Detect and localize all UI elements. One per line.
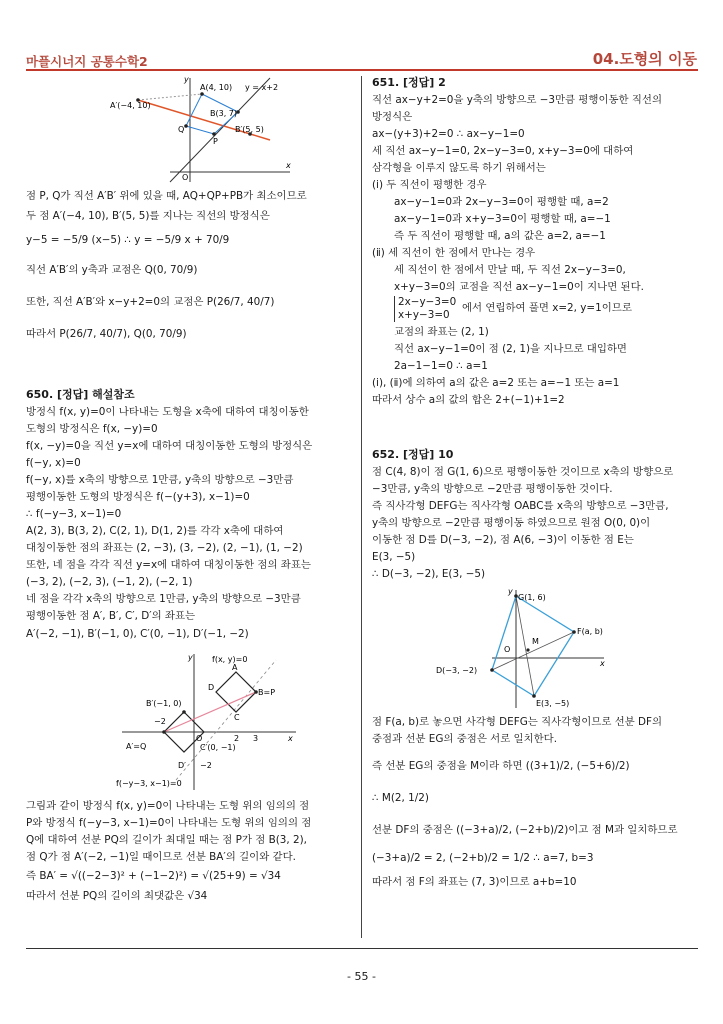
text-line: 선분 DF의 중점은 ((−3+a)/2, (−2+b)/2)이고 점 M과 일치하므로 xyxy=(372,824,678,836)
text-line: 즉 직사각형 DEFG는 직사각형 OABC를 x축의 방향으로 −3만큼, xyxy=(372,500,669,512)
fig2-label: B=P xyxy=(258,688,276,697)
text-line: 방정식 f(x, y)=0이 나타내는 도형을 x축에 대하여 대칭이동한 xyxy=(26,406,309,418)
fig2-label: −2 xyxy=(200,761,212,770)
fig1-label: y = x+2 xyxy=(245,83,279,92)
fig1-label: A′(−4, 10) xyxy=(110,101,151,110)
problem-651-title: 651. [정답] 2 xyxy=(372,76,446,89)
fig2-label: B′(−1, 0) xyxy=(146,699,182,708)
text-line: f(−y, x)=0 xyxy=(26,457,81,469)
text-line: 점 Q가 점 A′(−2, −1)일 때이므로 선분 BA′의 길이와 같다. xyxy=(26,851,296,863)
text-line: 직선 ax−y+2=0을 y축의 방향으로 −3만큼 평행이동한 직선의 xyxy=(372,94,662,106)
fig3-label: E(3, −5) xyxy=(536,699,570,708)
fig2-label: C′(0, −1) xyxy=(200,743,236,752)
fig2-label: x xyxy=(288,734,293,743)
equation-line: 즉 선분 EG의 중점을 M이라 하면 ((3+1)/2, (−5+6)/2) xyxy=(372,760,630,772)
fig2-label: f(−y−3, x−1)=0 xyxy=(116,779,182,788)
fig1-label: Q xyxy=(178,125,185,134)
fig2-label: f(x, y)=0 xyxy=(212,655,248,664)
text-line: 따라서 P(26/7, 40/7), Q(0, 70/9) xyxy=(26,328,187,340)
text-line: 중점과 선분 EG의 중점은 서로 일치한다. xyxy=(372,733,557,745)
equation-line: 즉 BA′ = √((−2−3)² + (−1−2)²) = √(25+9) = √34 xyxy=(26,870,281,882)
text-line: 에서 연립하여 풀면 x=2, y=1이므로 xyxy=(462,302,632,314)
text-line: 세 직선 ax−y−1=0, 2x−y−3=0, x+y−3=0에 대하여 xyxy=(372,145,634,157)
text-line: 방정식은 xyxy=(372,111,413,123)
problem-652-title: 652. [정답] 10 xyxy=(372,448,454,461)
equation-line: ∴ M(2, 1/2) xyxy=(372,792,429,804)
text-line: 2a−1−1=0 ∴ a=1 xyxy=(394,360,488,372)
fig2-label: D xyxy=(208,683,215,692)
text-line: 직선 ax−y−1=0이 점 (2, 1)을 지나므로 대입하면 xyxy=(394,343,627,355)
text-line: −3만큼, y축의 방향으로 −2만큼 평행이동한 것이다. xyxy=(372,483,613,495)
fig1-label: O xyxy=(182,173,189,182)
text-line: 점 C(4, 8)이 점 G(1, 6)으로 평행이동한 것이므로 x축의 방향으로 xyxy=(372,466,674,478)
text-line: (ⅰ) 두 직선이 평행한 경우 xyxy=(372,179,487,191)
text-line: 따라서 점 F의 좌표는 (7, 3)이므로 a+b=10 xyxy=(372,876,577,888)
text-line: 평행이동한 도형의 방정식은 f(−(y+3), x−1)=0 xyxy=(26,491,250,503)
fig2-label: −2 xyxy=(154,717,166,726)
fig3-label: F(a, b) xyxy=(577,627,603,636)
fig3-label: D(−3, −2) xyxy=(436,666,478,675)
text-line: 또한, 네 점을 각각 직선 y=x에 대하여 대칭이동한 점의 좌표는 xyxy=(26,559,311,571)
text-line: ax−y−1=0과 x+y−3=0이 평행할 때, a=−1 xyxy=(394,213,611,225)
text-line: Q에 대하여 선분 PQ의 길이가 최대일 때는 점 P가 점 B(3, 2), xyxy=(26,834,307,846)
text-line: 점 F(a, b)로 놓으면 사각형 DEFG는 직사각형이므로 선분 DF의 xyxy=(372,716,663,728)
book-title: 마플시너지 공통수학2 xyxy=(26,54,148,69)
fig2-label: 2 xyxy=(234,734,240,743)
fig2-label: O xyxy=(196,734,203,743)
fig2-label: 3 xyxy=(253,734,259,743)
fig1-label: P xyxy=(213,137,218,146)
fig3-label: M xyxy=(532,637,539,646)
transformation-figure xyxy=(116,650,316,792)
reflection-figure xyxy=(110,74,300,186)
text-line: 따라서 선분 PQ의 길이의 최댓값은 √34 xyxy=(26,890,208,902)
text-line: 세 직선이 한 점에서 만날 때, 두 직선 2x−y−3=0, xyxy=(394,264,626,276)
fig1-label: y xyxy=(184,75,189,84)
text-line: 즉 두 직선이 평행할 때, a의 값은 a=2, a=−1 xyxy=(394,230,606,242)
fig2-label: D′ xyxy=(178,761,186,770)
problem-650-title: 650. [정답] 해설참조 xyxy=(26,388,135,401)
text-line: ∴ f(−y−3, x−1)=0 xyxy=(26,508,122,520)
system-eq-1: 2x−y−3=0 xyxy=(394,296,456,309)
text-line: E(3, −5) xyxy=(372,551,416,563)
text-line: (−3, 2), (−2, 3), (−1, 2), (−2, 1) xyxy=(26,576,193,588)
text-line: ∴ D(−3, −2), E(3, −5) xyxy=(372,568,486,580)
text-line: 점 P, Q가 직선 A′B′ 위에 있을 때, AQ+QP+PB가 최소이므로 xyxy=(26,190,307,202)
fig2-label: A′=Q xyxy=(126,742,147,751)
fig3-label: O xyxy=(504,645,511,654)
text-line: (ⅰ), (ⅱ)에 의하여 a의 값은 a=2 또는 a=−1 또는 a=1 xyxy=(372,377,620,389)
text-line: A′(−2, −1), B′(−1, 0), C′(0, −1), D′(−1, −2) xyxy=(26,628,249,640)
text-line: 평행이동한 점 A′, B′, C′, D′의 좌표는 xyxy=(26,610,196,622)
text-line: 도형의 방정식은 f(x, −y)=0 xyxy=(26,423,158,435)
page-number: - 55 - xyxy=(347,970,376,983)
text-line: f(−y, x)를 x축의 방향으로 1만큼, y축의 방향으로 −3만큼 xyxy=(26,474,294,486)
text-line: x+y−3=0의 교점을 직선 ax−y−1=0이 지나면 된다. xyxy=(394,281,644,293)
fig1-label: x xyxy=(286,161,291,170)
text-line: y축의 방향으로 −2만큼 평행이동 하였으므로 원점 O(0, 0)이 xyxy=(372,517,651,529)
text-line: 또한, 직선 A′B′와 x−y+2=0의 교점은 P(26/7, 40/7) xyxy=(26,296,275,308)
text-line: P와 방정식 f(−y−3, x−1)=0이 나타내는 도형 위의 임의의 점 xyxy=(26,817,312,829)
fig2-label: C xyxy=(234,713,240,722)
fig2-label: A xyxy=(232,663,238,672)
equation-line: y−5 = −5/9 (x−5) ∴ y = −5/9 x + 70/9 xyxy=(26,234,230,246)
text-line: 네 점을 각각 x축의 방향으로 1만큼, y축의 방향으로 −3만큼 xyxy=(26,593,301,605)
text-line: 대칭이동한 점의 좌표는 (2, −3), (3, −2), (2, −1), (1, −2) xyxy=(26,542,303,554)
text-line: (ⅱ) 세 직선이 한 점에서 만나는 경우 xyxy=(372,247,536,259)
text-line: 이동한 점 D를 D(−3, −2), 점 A(6, −3)이 이동한 점 E는 xyxy=(372,534,634,546)
text-line: f(x, −y)=0을 직선 y=x에 대하여 대칭이동한 도형의 방정식은 xyxy=(26,440,313,452)
equation-line: (−3+a)/2 = 2, (−2+b)/2 = 1/2 ∴ a=7, b=3 xyxy=(372,852,594,864)
chapter-title: 04.도형의 이동 xyxy=(592,50,697,68)
fig3-label: x xyxy=(600,659,605,668)
system-eq-2: x+y−3=0 xyxy=(394,309,450,322)
text-line: 삼각형을 이루지 않도록 하기 위해서는 xyxy=(372,162,546,174)
fig3-label: G(1, 6) xyxy=(518,593,546,602)
text-line: 그림과 같이 방정식 f(x, y)=0이 나타내는 도형 위의 임의의 점 xyxy=(26,800,310,812)
text-line: 직선 A′B′의 y축과 교점은 Q(0, 70/9) xyxy=(26,264,198,276)
text-line: 두 점 A′(−4, 10), B′(5, 5)를 지나는 직선의 방정식은 xyxy=(26,210,270,222)
text-line: ax−(y+3)+2=0 ∴ ax−y−1=0 xyxy=(372,128,525,140)
fig3-label: y xyxy=(508,587,513,596)
footer-rule xyxy=(26,948,698,949)
header-rule xyxy=(26,69,698,71)
fig1-label: B(3, 7) xyxy=(210,109,237,118)
fig1-label: A(4, 10) xyxy=(200,83,233,92)
text-line: 교점의 좌표는 (2, 1) xyxy=(394,326,489,338)
column-divider xyxy=(361,76,362,938)
text-line: A(2, 3), B(3, 2), C(2, 1), D(1, 2)를 각각 x축에 대하여 xyxy=(26,525,284,537)
rectangle-figure xyxy=(434,586,624,710)
fig1-label: B′(5, 5) xyxy=(235,125,264,134)
text-line: 따라서 상수 a의 값의 합은 2+(−1)+1=2 xyxy=(372,394,565,406)
text-line: ax−y−1=0과 2x−y−3=0이 평행할 때, a=2 xyxy=(394,196,609,208)
fig2-label: y xyxy=(188,653,193,662)
